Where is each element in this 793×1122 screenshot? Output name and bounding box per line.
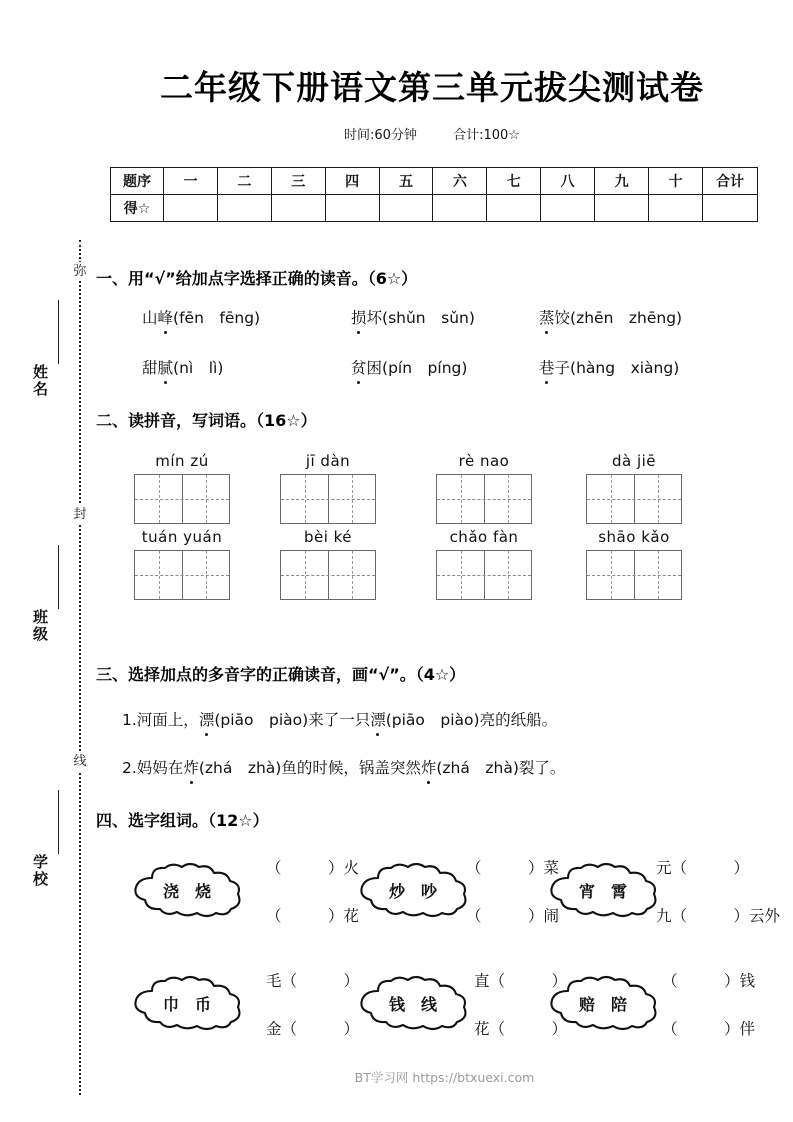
s1-item-2-options[interactable]: (shǔn sǔn)	[382, 309, 475, 327]
s1-item-6-dotted: 巷	[539, 356, 555, 378]
section-3-heading: 三、选择加点的多音字的正确读音，画“√”。（4☆）	[96, 665, 466, 684]
pinyin-label: dà jiē	[611, 452, 657, 470]
time-limit: 时间:60分钟	[344, 128, 417, 143]
score-table	[110, 167, 758, 222]
seal-char-2: 封	[70, 505, 90, 524]
score-value-cell[interactable]	[379, 195, 433, 222]
s4-blank-1b[interactable]: （ ）花	[266, 907, 360, 925]
cloud-char-a: 宵	[578, 881, 595, 901]
tianzige-box[interactable]	[436, 474, 532, 524]
cloud-char-a: 炒	[388, 881, 405, 901]
s3-item-2-p2: 鱼的时候，锅盖突然	[281, 759, 421, 777]
cloud-char-b: 霄	[611, 881, 628, 901]
seal-char-3: 线	[70, 752, 90, 771]
s1-item-5-word: 困	[366, 359, 383, 377]
s3-item-2-p3: 裂了。	[518, 759, 566, 777]
cloud-characters	[354, 975, 472, 1031]
pinyin-label: jī dàn	[305, 452, 351, 470]
tianzige-box[interactable]	[134, 550, 230, 600]
s1-item-2-word: 坏	[366, 309, 383, 327]
s3-item-2[interactable]	[122, 756, 565, 778]
cloud-characters	[544, 975, 662, 1031]
score-header-cell: 一	[164, 168, 218, 195]
cloud-char-b: 吵	[421, 881, 438, 901]
field-name-rule[interactable]	[58, 300, 59, 364]
s1-item-1-dotted: 峰	[158, 306, 174, 328]
s4-blank-3b[interactable]: 九（ ）云外	[656, 907, 781, 925]
score-header-cell: 十	[649, 168, 703, 195]
paper-meta	[96, 124, 768, 143]
footer-watermark: BT学习网 https://btxuexi.com	[354, 1070, 535, 1085]
seal-char-1: 弥	[70, 262, 90, 281]
s3-item-2-options-2[interactable]: (zhá zhà)	[436, 759, 519, 777]
s4-blank-4a[interactable]: 毛（ ）	[266, 972, 360, 990]
pinyin-label: bèi ké	[303, 528, 353, 546]
pinyin-label: rè nao	[458, 452, 510, 470]
s3-item-1-p2: 来了一只	[308, 711, 371, 729]
s1-item-1-options[interactable]: (fēn fēng)	[173, 309, 261, 327]
s3-item-2-number: 2.	[122, 759, 137, 777]
score-value-cell[interactable]	[703, 195, 758, 222]
s1-item-6-word: 子	[554, 359, 571, 377]
pinyin-label: shāo kǎo	[598, 528, 670, 546]
s1-item-3-word: 饺	[554, 309, 571, 327]
s1-item-4-dotted: 腻	[158, 356, 174, 378]
tianzige-box[interactable]	[586, 474, 682, 524]
cloud-char-a: 浇	[162, 881, 179, 901]
s3-item-1-options-2[interactable]: (piāo piào)	[385, 711, 480, 729]
score-header-cell: 四	[325, 168, 379, 195]
s1-item-5-dotted: 贫	[351, 356, 367, 378]
s3-item-1-dotted-2: 漂	[370, 708, 386, 730]
pinyin-label: mín zú	[155, 452, 209, 470]
s4-blank-4b[interactable]: 金（ ）	[266, 1020, 360, 1038]
score-value-cell[interactable]	[217, 195, 271, 222]
score-table-value-row	[111, 195, 758, 222]
s1-item-6-options[interactable]: (hàng xiàng)	[570, 359, 680, 377]
score-header-cell: 七	[487, 168, 541, 195]
s1-item-3-dotted: 蒸	[539, 306, 555, 328]
pinyin-label: chǎo fàn	[449, 528, 519, 546]
score-value-cell[interactable]	[649, 195, 703, 222]
seal-dotted-line	[79, 240, 81, 1095]
seal-margin	[0, 0, 96, 1122]
s3-item-2-p1: 妈妈在	[136, 759, 184, 777]
s4-blank-3a[interactable]: 元（ ）	[656, 859, 750, 877]
page-title: 二年级下册语文第三单元拔尖测试卷	[160, 68, 704, 107]
s3-item-1-p1: 河面上，	[136, 711, 199, 729]
score-value-cell[interactable]	[433, 195, 487, 222]
tianzige-box[interactable]	[586, 550, 682, 600]
score-value-cell[interactable]	[595, 195, 649, 222]
score-value-cell[interactable]	[541, 195, 595, 222]
s1-item-6[interactable]	[539, 356, 679, 378]
section-1-heading: 一、用“√”给加点字选择正确的读音。（6☆）	[96, 269, 418, 288]
s4-blank-6b[interactable]: （ ）伴	[662, 1020, 756, 1038]
score-header-cell: 二	[217, 168, 271, 195]
s1-item-5[interactable]	[351, 356, 467, 378]
s4-blank-5a[interactable]: 直（ ）	[474, 972, 568, 990]
score-header-cell: 八	[541, 168, 595, 195]
cloud-char-a: 巾	[162, 994, 179, 1014]
cloud-char-b: 陪	[611, 994, 628, 1014]
score-header-cell: 五	[379, 168, 433, 195]
s1-item-2[interactable]	[351, 306, 475, 328]
score-value-cell[interactable]	[271, 195, 325, 222]
s3-item-1-dotted-1: 漂	[199, 708, 215, 730]
section-4-heading: 四、选字组词。（12☆）	[96, 811, 269, 830]
score-row-label: 得☆	[111, 195, 164, 222]
s3-item-1-options-1[interactable]: (piāo piào)	[214, 711, 309, 729]
score-header-cell: 题序	[111, 168, 164, 195]
tianzige-box[interactable]	[280, 550, 376, 600]
s3-item-1-number: 1.	[122, 711, 137, 729]
s3-item-1[interactable]	[122, 708, 557, 730]
cloud-characters	[354, 862, 472, 918]
s3-item-2-options-1[interactable]: (zhá zhà)	[198, 759, 282, 777]
tianzige-box[interactable]	[280, 474, 376, 524]
score-header-cell: 三	[271, 168, 325, 195]
s1-item-1[interactable]	[142, 306, 260, 328]
cloud-characters	[128, 862, 246, 918]
s4-blank-2a[interactable]: （ ）菜	[466, 859, 560, 877]
cloud-char-b: 币	[195, 994, 212, 1014]
cloud-char-b: 线	[421, 994, 438, 1014]
s1-item-1-word: 山	[142, 309, 158, 327]
score-header-cell: 合计	[703, 168, 758, 195]
s1-item-2-dotted: 损	[351, 306, 367, 328]
cloud-char-a: 赔	[578, 994, 595, 1014]
cloud-char-b: 烧	[195, 881, 212, 901]
score-value-cell[interactable]	[325, 195, 379, 222]
s4-blank-2b[interactable]: （ ）闹	[466, 907, 560, 925]
s1-item-4-options[interactable]: (nì lì)	[173, 359, 224, 377]
cloud-char-a: 钱	[388, 994, 405, 1014]
s1-item-4-word: 甜	[142, 359, 158, 377]
pinyin-label: tuán yuán	[141, 528, 223, 546]
s4-blank-5b[interactable]: 花（ ）	[474, 1020, 568, 1038]
s3-item-2-dotted-1: 炸	[183, 756, 199, 778]
cloud-characters	[544, 862, 662, 918]
s4-blank-1a[interactable]: （ ）火	[266, 859, 360, 877]
s4-blank-6a[interactable]: （ ）钱	[662, 972, 756, 990]
s3-item-1-p3: 亮的纸船。	[479, 711, 558, 729]
s1-item-5-options[interactable]: (pín píng)	[382, 359, 468, 377]
score-table-header-row	[111, 168, 758, 195]
section-2-heading: 二、读拼音，写词语。（16☆）	[96, 411, 317, 430]
s1-item-3-options[interactable]: (zhēn zhēng)	[570, 309, 683, 327]
s1-item-4[interactable]	[142, 356, 223, 378]
field-name-label: 姓名	[31, 364, 49, 398]
field-class-rule[interactable]	[58, 545, 59, 609]
score-header-cell: 六	[433, 168, 487, 195]
score-header-cell: 九	[595, 168, 649, 195]
field-school-label: 学校	[31, 854, 49, 888]
score-value-cell[interactable]	[487, 195, 541, 222]
s1-item-3[interactable]	[539, 306, 682, 328]
exam-sheet	[96, 0, 793, 1122]
tianzige-box[interactable]	[436, 550, 532, 600]
score-value-cell[interactable]	[164, 195, 218, 222]
field-school-rule[interactable]	[58, 790, 59, 854]
tianzige-box[interactable]	[134, 474, 230, 524]
s3-item-2-dotted-2: 炸	[421, 756, 437, 778]
field-class-label: 班级	[31, 609, 49, 643]
cloud-characters	[128, 975, 246, 1031]
total-score: 合计:100☆	[453, 128, 520, 143]
